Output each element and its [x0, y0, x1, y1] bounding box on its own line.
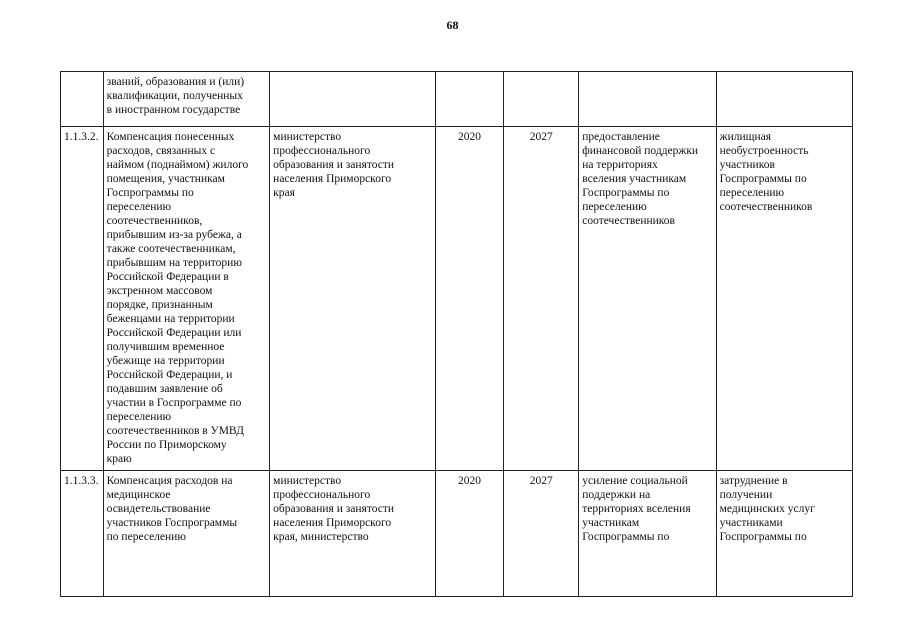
measure-name: званий, образования и (или) квалификации, полученных в иностранном государстве	[103, 72, 270, 127]
table-row	[61, 471, 853, 597]
start-year: 2020	[435, 127, 504, 471]
measure-name: Компенсация расходов на медицинское освидетельствование участников Госпрограммы по переселению	[103, 471, 270, 597]
row-number	[61, 72, 104, 127]
consequences: затруднение в получении медицинских услуг участниками Госпрограммы по	[716, 471, 852, 597]
measures-table	[60, 71, 853, 597]
executor: министерство профессионального образования и занятости населения Приморского края, министерство	[270, 471, 435, 597]
table-row	[61, 72, 853, 127]
start-year	[435, 72, 504, 127]
measure-name: Компенсация понесенных расходов, связанных с наймом (поднаймом) жилого помещения, участникам Госпрограммы по переселению соотечественников, прибывшим из-за рубежа, а также соотечественникам, прибывшим на территорию Российской Федерации в экстренном массовом порядке, признанным беженцами на территории Российской Федерации или получившим временное убежище на территории Российской Федерации, и подавшим заявление об участии в Госпрограмме по переселению соотечественников в УМВД России по Приморскому краю	[103, 127, 270, 471]
expected-result: предоставление финансовой поддержки на территориях вселения участникам Госпрограммы по переселению соотечественников	[579, 127, 716, 471]
start-year: 2020	[435, 471, 504, 597]
end-year: 2027	[504, 127, 579, 471]
consequences: жилищная необустроенность участников Госпрограммы по переселению соотечественников	[716, 127, 852, 471]
expected-result	[579, 72, 716, 127]
end-year: 2027	[504, 471, 579, 597]
table-row	[61, 127, 853, 471]
row-number: 1.1.3.2.	[61, 127, 104, 471]
executor: министерство профессионального образования и занятости населения Приморского края	[270, 127, 435, 471]
page-number: 68	[446, 18, 459, 32]
end-year	[504, 72, 579, 127]
row-number: 1.1.3.3.	[61, 471, 104, 597]
executor	[270, 72, 435, 127]
consequences	[716, 72, 852, 127]
expected-result: усиление социальной поддержки на территориях вселения участникам Госпрограммы по	[579, 471, 716, 597]
